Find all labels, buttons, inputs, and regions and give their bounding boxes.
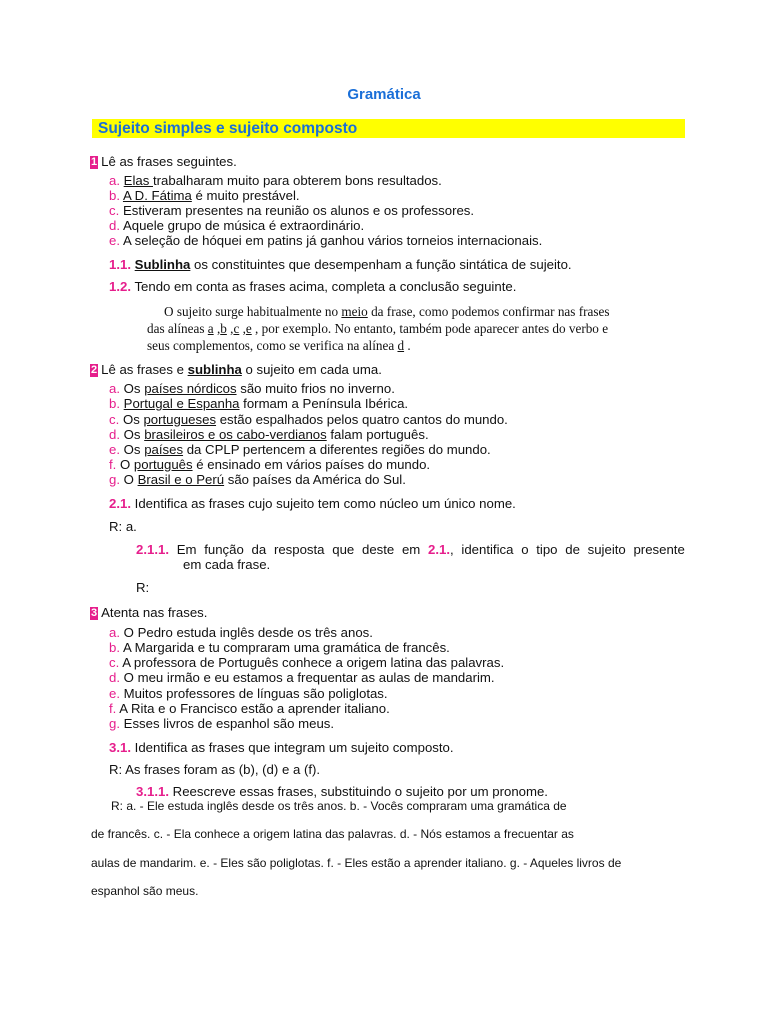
question-2-1-1-line2: em cada frase. [183, 557, 271, 572]
conclusion-paragraph-line: das alíneas a ,b ,c ,e , por exemplo. No entanto, também pode aparecer antes do verbo e [147, 321, 609, 336]
list-item: c. Os portugueses estão espalhados pelos quatro cantos do mundo. [109, 412, 508, 427]
answer-3-1-1-line: de francês. c. - Ela conhece a origem latina das palavras. d. - Nós estamos a frecuentar as [91, 827, 574, 841]
list-item: g. Esses livros de espanhol são meus. [109, 716, 335, 731]
list-item: c. Estiveram presentes na reunião os alunos e os professores. [109, 203, 475, 218]
exercise-2-instruction: 2 Lê as frases e sublinha o sujeito em cada uma. [91, 362, 382, 377]
answer-3-1-1-line: espanhol são meus. [91, 884, 199, 898]
list-item: e. A seleção de hóquei em patins já ganhou vários torneios internacionais. [109, 233, 543, 248]
exercise-1-instruction: 1 Lê as frases seguintes. [91, 154, 237, 169]
list-item: b. A D. Fátima é muito prestável. [109, 188, 300, 203]
answer-3-1: R: As frases foram as (b), (d) e a (f). [109, 762, 321, 777]
list-item: e. Muitos professores de línguas são poliglotas. [109, 686, 388, 701]
question-3-1-1: 3.1.1. Reescreve essas frases, substituindo o sujeito por um pronome. [136, 784, 548, 799]
list-item: d. Aquele grupo de música é extraordinário. [109, 218, 365, 233]
question-1-1: 1.1. Sublinha os constituintes que desempenham a função sintática de sujeito. [109, 257, 572, 272]
section-banner-text: Sujeito simples e sujeito composto [98, 120, 358, 137]
list-item: a. O Pedro estuda inglês desde os três anos. [109, 625, 373, 640]
list-item: f. O português é ensinado em vários países do mundo. [109, 457, 431, 472]
question-1-2: 1.2. Tendo em conta as frases acima, completa a conclusão seguinte. [109, 279, 517, 294]
exercise-number-badge: 2 [91, 364, 98, 376]
answer-3-1-1-line: R: a. - Ele estuda inglês desde os três anos. b. - Vocês compraram uma gramática de [111, 799, 567, 813]
list-item: b. A Margarida e tu compraram uma gramática de francês. [109, 640, 450, 655]
conclusion-paragraph-line: O sujeito surge habitualmente no meio da frase, como podemos confirmar nas frases [164, 304, 610, 319]
answer-3-1-1-line: aulas de mandarim. e. - Eles são poliglotas. f. - Eles estão a aprender italiano. g. - Aqueles livros de [91, 856, 622, 870]
list-item: d. O meu irmão e eu estamos a frequentar as aulas de mandarim. [109, 670, 495, 685]
question-3-1: 3.1. Identifica as frases que integram um sujeito composto. [109, 740, 454, 755]
section-banner [92, 119, 685, 138]
answer-2-1: R: a. [109, 519, 137, 534]
list-item: f. A Rita e o Francisco estão a aprender italiano. [109, 701, 390, 716]
list-item: g. O Brasil e o Perú são países da América do Sul. [109, 472, 406, 487]
exercise-3-instruction: 3 Atenta nas frases. [91, 605, 208, 620]
exercise-number-badge: 3 [91, 607, 98, 619]
list-item: b. Portugal e Espanha formam a Península Ibérica. [109, 396, 409, 411]
list-item: e. Os países da CPLP pertencem a diferentes regiões do mundo. [109, 442, 491, 457]
list-item: d. Os brasileiros e os cabo-verdianos falam português. [109, 427, 429, 442]
list-item: c. A professora de Português conhece a origem latina das palavras. [109, 655, 505, 670]
conclusion-paragraph-line: seus complementos, como se verifica na alínea d . [147, 338, 411, 353]
exercise-number-badge: 1 [91, 156, 98, 168]
page-title: Gramática [347, 86, 421, 103]
list-item: a. Os países nórdicos são muito frios no inverno. [109, 381, 395, 396]
question-2-1: 2.1. Identifica as frases cujo sujeito tem como núcleo um único nome. [109, 496, 516, 511]
answer-2-1-1: R: [136, 580, 150, 595]
question-2-1-1: 2.1.1. Em função da resposta que deste em 2.1., identifica o tipo de sujeito presente [136, 542, 685, 557]
list-item: a. Elas trabalharam muito para obterem bons resultados. [109, 173, 442, 188]
